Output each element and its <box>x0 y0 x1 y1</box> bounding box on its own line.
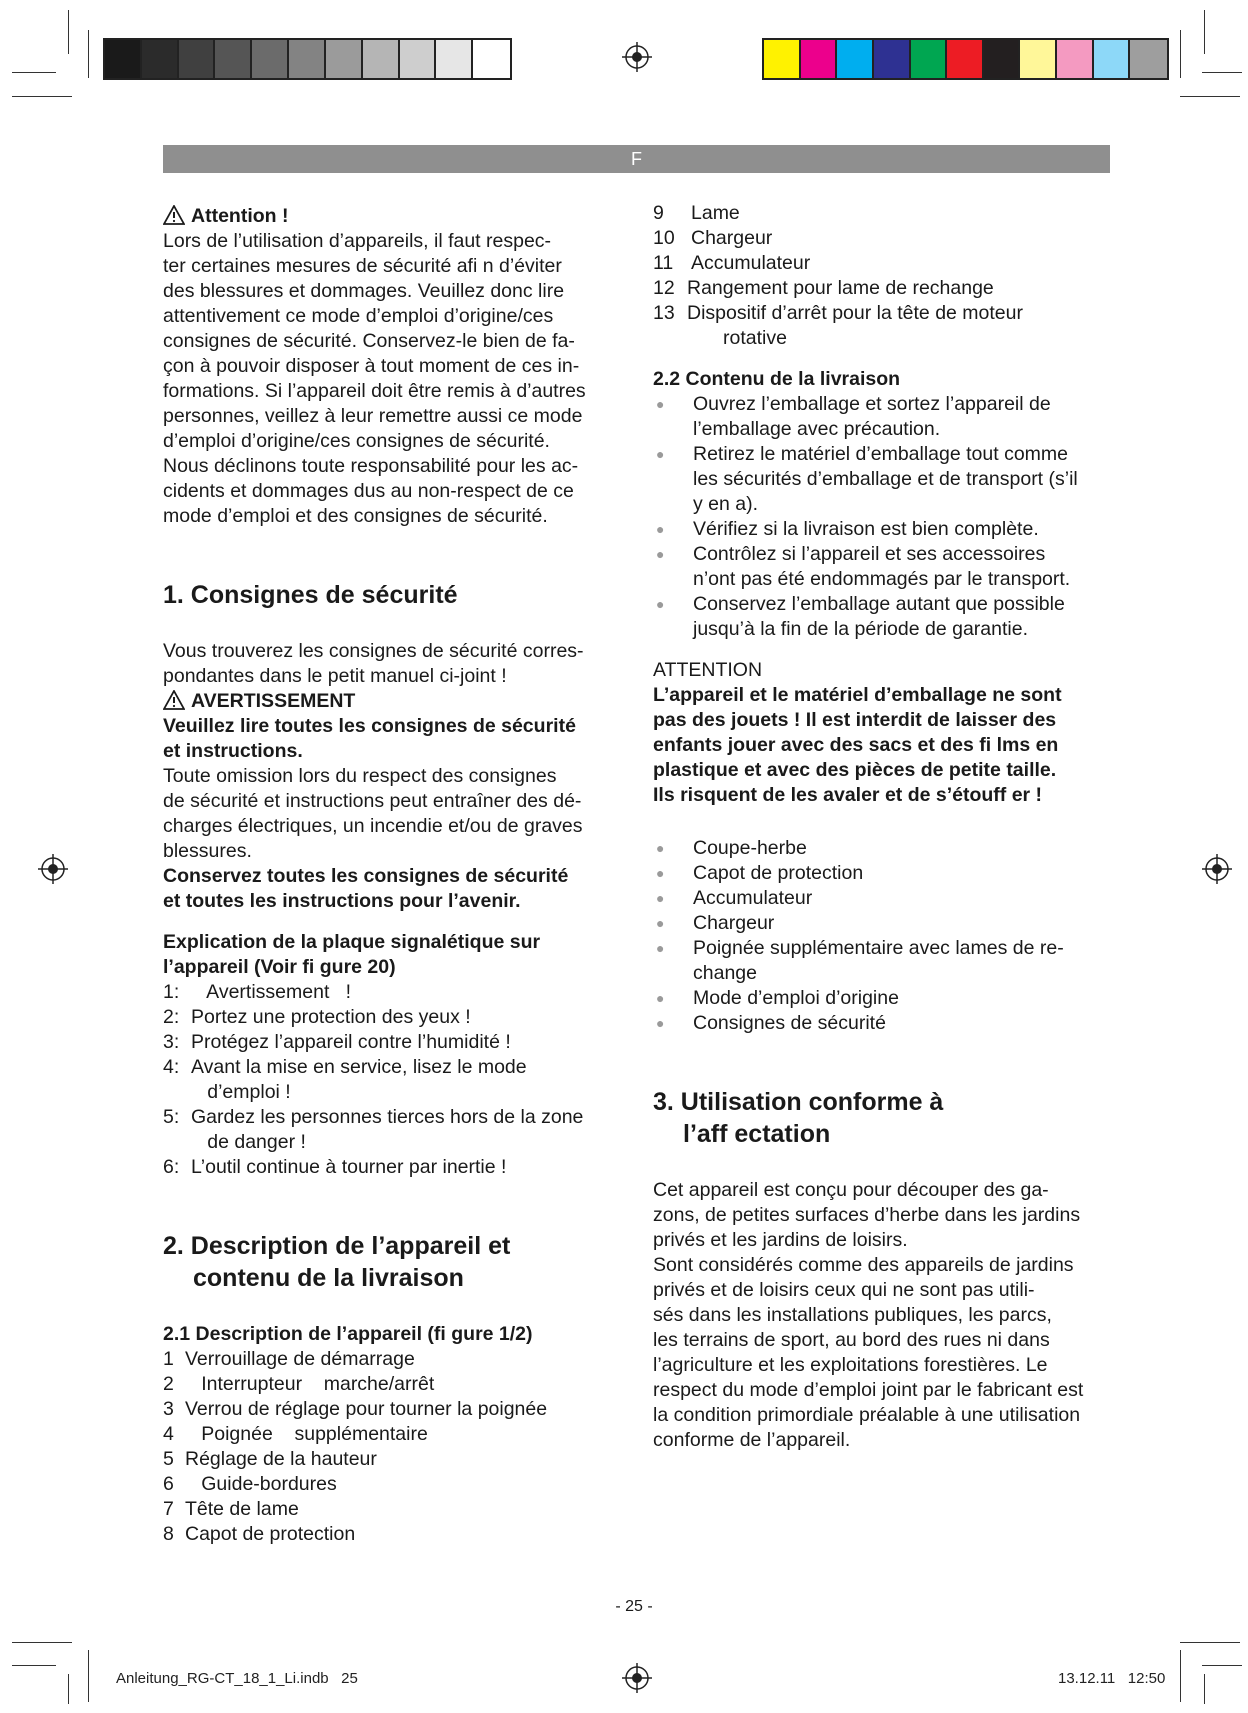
attention-paragraph: Lors de l’utilisation d’appareils, il faut respec- ter certaines mesures de sécurité afi n d’éviter des blessures et dommages. Veuillez donc lire attentivement ce mode d’emploi d’origine/ces consignes de sécurité. Conservez-le bien de fa- çon à pouvoir disposer à tout moment de ces in- formations. Si l’appareil doit être remis à d’autres personnes, veillez à leur remettre aussi ce mode d’emploi d’origine/ces consignes de sécurité. Nous déclinons toute responsabilité pour les ac- cidents et dommages dus au non-respect de ce mode d’emploi et des consignes de sécurité. <box>163 230 586 527</box>
left-column <box>163 204 623 1547</box>
section-2-title: 2. Description de l’appareil et contenu de la livraison <box>163 1232 511 1292</box>
list-item: 11 Accumulateur <box>653 252 811 274</box>
registration-mark-icon <box>621 1662 653 1694</box>
list-item: ● Accumulateur <box>653 886 1113 911</box>
list-item: 6 Guide-bordures <box>163 1473 337 1495</box>
list-item: 4: Avant la mise en service, lisez le mode d’emploi ! <box>163 1056 527 1103</box>
list-item: 13 Dispositif d’arrêt pour la tête de moteur rotative <box>653 302 1023 349</box>
color-swatch <box>984 40 1021 78</box>
registration-mark-icon <box>1201 853 1233 885</box>
page-number: - 25 - <box>615 1598 653 1615</box>
list-item: 1: Avertissement ! <box>163 981 352 1003</box>
section-3-title: 3. Utilisation conforme à l’aff ectation <box>653 1088 944 1148</box>
warning-triangle-icon <box>163 205 185 225</box>
parts-list-left <box>163 1347 623 1547</box>
bullet-icon: ● <box>656 990 665 1006</box>
attention-2-heading: ATTENTION <box>653 659 763 681</box>
bullet-icon: ● <box>656 890 665 906</box>
list-item: ● Retirez le matériel d’emballage tout comme les sécurités d’emballage et de transport (s’il y en a). <box>653 442 1113 517</box>
bullet-icon: ● <box>656 1015 665 1031</box>
bullet-icon: ● <box>656 396 665 412</box>
delivery-steps-list <box>653 392 1113 642</box>
color-swatch <box>142 40 179 78</box>
bullet-icon: ● <box>656 596 665 612</box>
parts-list-right <box>653 201 1113 351</box>
color-swatch <box>252 40 289 78</box>
warning-triangle-icon <box>163 690 185 710</box>
list-item: 9 Lame <box>653 202 740 224</box>
language-header-band: F <box>163 145 1110 173</box>
list-item: 12 Rangement pour lame de rechange <box>653 277 994 299</box>
warning-bold-text: Veuillez lire toutes les consignes de sécurité et instructions. <box>163 715 576 762</box>
bullet-icon: ● <box>656 446 665 462</box>
print-date-time: 13.12.11 12:50 <box>1058 1670 1166 1687</box>
color-swatch <box>764 40 801 78</box>
color-swatch <box>363 40 400 78</box>
list-item: ● Coupe-herbe <box>653 836 1113 861</box>
section-3-text: Cet appareil est conçu pour découper des ga- zons, de petites surfaces d’herbe dans les jardins privés et les jardins de loisirs. Sont considérés comme des appareils de jardins privés et de loisirs ceux qui ne sont pas utili- sés dans les installations publiques, les parcs, les terrains de sport, au bord des rues ni dans l’agriculture et les exploitations forestières. Le respect du mode d’emploi joint par le fabricant est la condition primordiale préalable à une utilisation conforme de l’appareil. <box>653 1179 1084 1451</box>
bullet-icon: ● <box>656 521 665 537</box>
list-item: 4 Poignée supplémentaire <box>163 1423 428 1445</box>
bullet-icon: ● <box>656 840 665 856</box>
warning-heading: AVERTISSEMENT <box>163 689 623 714</box>
color-swatch <box>1057 40 1094 78</box>
bullet-icon: ● <box>656 915 665 931</box>
list-item: ● Vérifiez si la livraison est bien complète. <box>653 517 1113 542</box>
color-swatch <box>1020 40 1057 78</box>
color-swatch <box>1094 40 1131 78</box>
bullet-icon: ● <box>656 546 665 562</box>
color-swatch <box>911 40 948 78</box>
registration-mark-icon <box>37 853 69 885</box>
list-item: 6: L’outil continue à tourner par inertie ! <box>163 1156 507 1178</box>
section-1-title: 1. Consignes de sécurité <box>163 581 458 609</box>
warning-keep-text: Conservez toutes les consignes de sécurité et toutes les instructions pour l’avenir. <box>163 865 569 912</box>
color-swatch <box>874 40 911 78</box>
registration-mark-icon <box>621 41 653 73</box>
section-1-intro: Vous trouverez les consignes de sécurité corres- pondantes dans le petit manuel ci-joint ! <box>163 640 584 687</box>
list-item: 10 Chargeur <box>653 227 773 249</box>
rating-plate-list <box>163 980 623 1180</box>
list-item: ● Poignée supplémentaire avec lames de re- change <box>653 936 1113 986</box>
color-swatch <box>289 40 326 78</box>
list-item: ● Contrôlez si l’appareil et ses accessoires n’ont pas été endommagés par le transport. <box>653 542 1113 592</box>
color-swatch <box>801 40 838 78</box>
grayscale-calibration-bar <box>103 38 512 80</box>
list-item: 2 Interrupteur marche/arrêt <box>163 1373 435 1395</box>
list-item: ● Ouvrez l’emballage et sortez l’appareil de l’emballage avec précaution. <box>653 392 1113 442</box>
list-item: ● Conservez l’emballage autant que possible jusqu’à la fin de la période de garantie. <box>653 592 1113 642</box>
list-item: 2: Portez une protection des yeux ! <box>163 1006 471 1028</box>
list-item: 5: Gardez les personnes tierces hors de la zone de danger ! <box>163 1106 584 1153</box>
color-swatch <box>1130 40 1167 78</box>
color-swatch <box>947 40 984 78</box>
right-column <box>653 201 1113 1453</box>
rating-plate-title: Explication de la plaque signalétique sur l’appareil (Voir fi gure 20) <box>163 931 541 978</box>
list-item: ● Chargeur <box>653 911 1113 936</box>
list-item: ● Capot de protection <box>653 861 1113 886</box>
bullet-icon: ● <box>656 940 665 956</box>
attention-heading: Attention ! <box>163 204 623 229</box>
bullet-icon: ● <box>656 865 665 881</box>
list-item: 3: Protégez l’appareil contre l’humidité ! <box>163 1031 511 1053</box>
subsection-2-2-title: 2.2 Contenu de la livraison <box>653 368 901 390</box>
subsection-2-1-title: 2.1 Description de l’appareil (fi gure 1/2) <box>163 1323 533 1345</box>
color-swatch <box>179 40 216 78</box>
attention-2-text: L’appareil et le matériel d’emballage ne sont pas des jouets ! Il est interdit de laisser des enfants jouer avec des sacs et des fi lms en plastique et avec des pièces de petite taille. Ils risquent de les avaler et de s’étouff er ! <box>653 684 1062 806</box>
file-name: Anleitung_RG-CT_18_1_Li.indb 25 <box>116 1670 358 1687</box>
warning-text: Toute omission lors du respect des consignes de sécurité et instructions peut entraîner des dé- charges électriques, un incendie et/ou de graves blessures. <box>163 765 583 862</box>
list-item: 8 Capot de protection <box>163 1523 356 1545</box>
list-item: ● Consignes de sécurité <box>653 1011 1113 1036</box>
color-swatch <box>400 40 437 78</box>
color-swatch <box>837 40 874 78</box>
color-swatch <box>326 40 363 78</box>
list-item: 3 Verrou de réglage pour tourner la poignée <box>163 1398 548 1420</box>
delivery-contents-list <box>653 836 1113 1036</box>
color-calibration-bar <box>762 38 1169 80</box>
color-swatch <box>436 40 473 78</box>
list-item: 7 Tête de lame <box>163 1498 299 1520</box>
color-swatch <box>215 40 252 78</box>
list-item: 1 Verrouillage de démarrage <box>163 1348 415 1370</box>
list-item: 5 Réglage de la hauteur <box>163 1448 377 1470</box>
color-swatch <box>105 40 142 78</box>
list-item: ● Mode d’emploi d’origine <box>653 986 1113 1011</box>
color-swatch <box>473 40 510 78</box>
